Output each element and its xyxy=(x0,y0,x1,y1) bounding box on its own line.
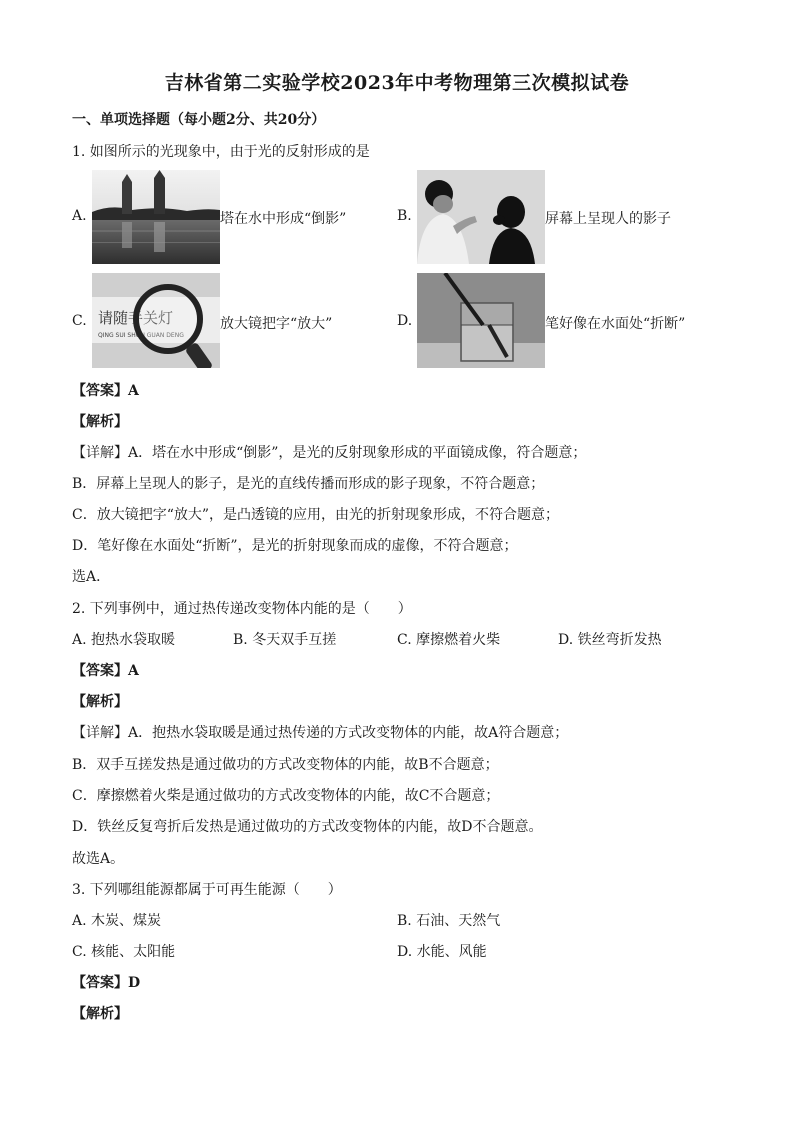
q3-options-row-1 xyxy=(72,910,712,930)
sign-text: 请随手关灯 xyxy=(98,309,174,327)
q2-detail-line: D．铁丝反复弯折后发热是通过做功的方式改变物体的内能，故D不合题意。 xyxy=(72,819,543,835)
q3-option-b: B. 石油、天然气 xyxy=(397,913,501,929)
q1-detail-line: D．笔好像在水面处“折断”，是光的折射现象而成的虚像，不符合题意； xyxy=(72,538,518,554)
magnifier-sign-image xyxy=(92,273,220,368)
q2-answer: 【答案】A xyxy=(72,663,139,679)
q3-answer: 【答案】D xyxy=(72,975,141,991)
q2-option-a: A. 抱热水袋取暖 xyxy=(72,632,176,648)
q2-detail-line: 【详解】A．抱热水袋取暖是通过热传递的方式改变物体的内能，故A符合题意； xyxy=(72,725,569,741)
q2-detail-line: C．摩擦燃着火柴是通过做功的方式改变物体的内能，故C不合题意； xyxy=(72,788,500,804)
q1-analysis-label: 【解析】 xyxy=(72,414,128,430)
q3-analysis-label: 【解析】 xyxy=(72,1006,128,1022)
question-1-stem: 1. 如图所示的光现象中，由于光的反射形成的是 xyxy=(72,144,370,160)
option-b-caption: 屏幕上呈现人的影子 xyxy=(545,211,671,227)
option-a-caption: 塔在水中形成“倒影” xyxy=(220,211,347,227)
q1-detail-line: B．屏幕上呈现人的影子，是光的直线传播而形成的影子现象，不符合题意； xyxy=(72,476,545,492)
sign-pinyin: QING SUI SHOU GUAN DENG xyxy=(98,332,184,339)
q2-analysis-label: 【解析】 xyxy=(72,694,128,710)
q2-option-b: B. 冬天双手互搓 xyxy=(233,632,337,648)
q2-option-d: D. 铁丝弯折发热 xyxy=(558,632,662,648)
shadow-on-screen-image xyxy=(417,170,545,264)
question-3-stem: 3. 下列哪组能源都属于可再生能源（ ） xyxy=(72,882,342,898)
section-heading: 一、单项选择题（每小题2分、共20分） xyxy=(72,112,326,128)
q3-option-c: C. 核能、太阳能 xyxy=(72,944,176,960)
q2-option-c: C. 摩擦燃着火柴 xyxy=(397,632,501,648)
q1-answer: 【答案】A xyxy=(72,383,139,399)
pen-in-water-image xyxy=(417,273,545,368)
q2-detail-line: B．双手互搓发热是通过做功的方式改变物体的内能，故B不合题意； xyxy=(72,757,499,773)
question-2-stem: 2. 下列事例中，通过热传递改变物体内能的是（ ） xyxy=(72,601,412,617)
option-d-caption: 笔好像在水面处“折断” xyxy=(545,316,686,332)
option-d-letter: D. xyxy=(397,313,413,329)
option-b-letter: B. xyxy=(397,208,412,224)
option-c-letter: C. xyxy=(72,313,87,329)
q2-conclusion: 故选A。 xyxy=(72,851,125,867)
pagoda-reflection-image xyxy=(92,170,220,264)
option-c-caption: 放大镜把字“放大” xyxy=(220,316,333,332)
q2-options-row xyxy=(72,629,712,649)
q1-detail-line: C．放大镜把字“放大”，是凸透镜的应用，由光的折射现象形成，不符合题意； xyxy=(72,507,560,523)
option-a-letter: A. xyxy=(72,208,87,224)
q3-option-d: D. 水能、风能 xyxy=(397,944,487,960)
exam-title: 吉林省第二实验学校2023年中考物理第三次模拟试卷 xyxy=(164,72,630,94)
q1-conclusion: 选A． xyxy=(72,569,111,585)
q3-option-a: A. 木炭、煤炭 xyxy=(72,913,162,929)
q3-options-row-2 xyxy=(72,941,712,961)
q1-detail-line: 【详解】A．塔在水中形成“倒影”，是光的反射现象形成的平面镜成像，符合题意； xyxy=(72,445,587,461)
